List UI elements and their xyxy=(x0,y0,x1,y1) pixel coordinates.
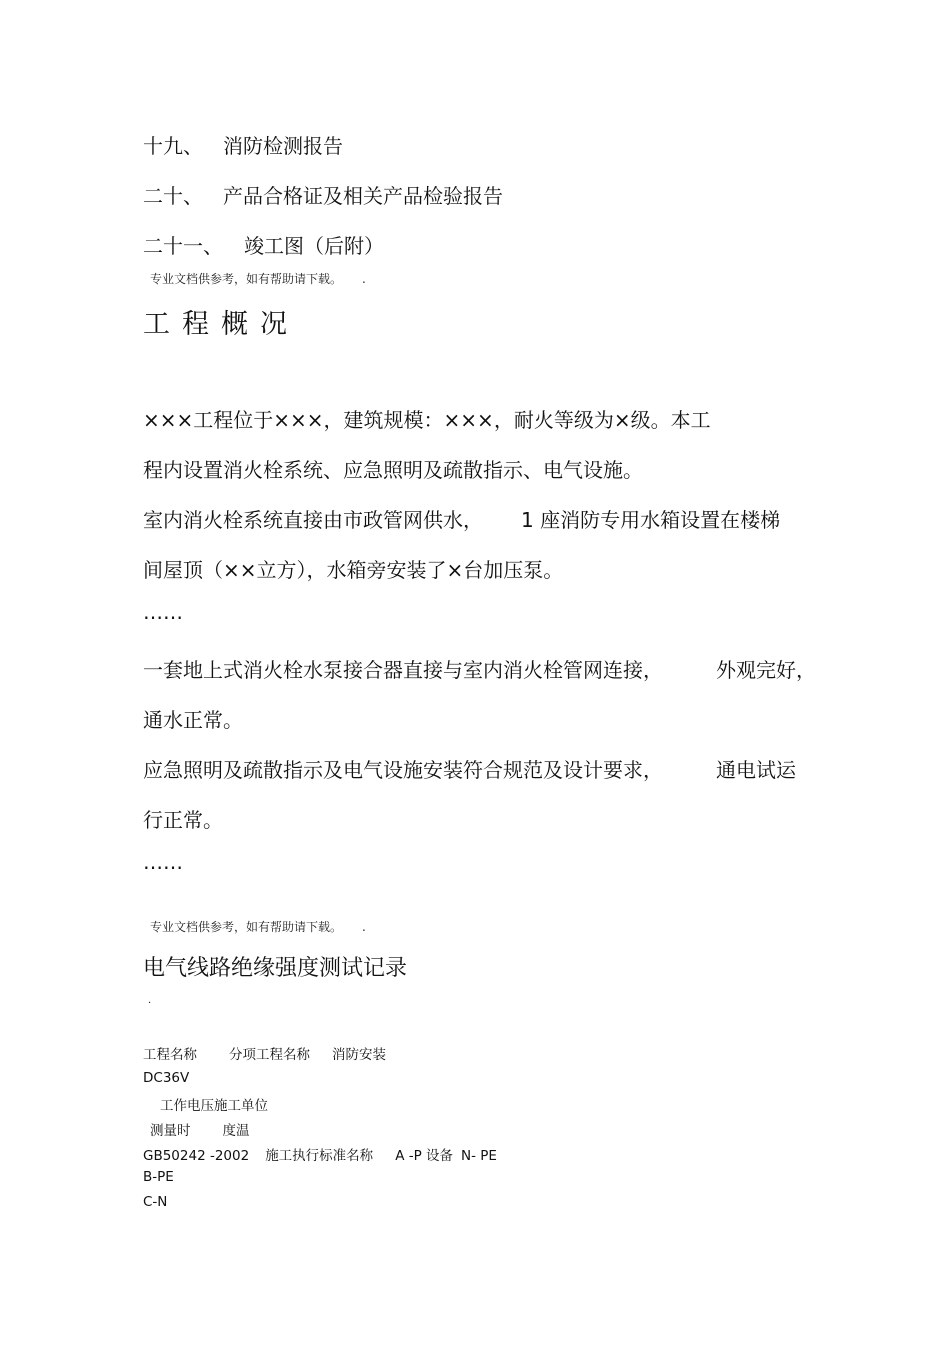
note-text: 专业文档供参考，如有帮助请下载。 xyxy=(150,272,343,286)
paragraph-line: ×××工程位于×××，建筑规模：×××，耐火等级为×级。本工 xyxy=(143,408,711,432)
note-dot: . xyxy=(362,920,366,934)
note-text: 专业文档供参考，如有帮助请下载。 xyxy=(150,920,343,934)
toc-item-21 xyxy=(143,230,384,259)
cell-value: GB50242 -2002 xyxy=(143,1148,250,1164)
toc-item-19 xyxy=(143,130,343,159)
section-heading: 工程概况 xyxy=(143,309,299,340)
table-row xyxy=(143,1043,386,1063)
cell-label: 测量时 xyxy=(150,1123,191,1139)
cell-label: 分项工程名称 xyxy=(229,1047,310,1063)
paragraph-line: 应急照明及疏散指示及电气设施安装符合规范及设计要求， xyxy=(143,758,663,782)
cell-label: N- PE xyxy=(461,1148,497,1164)
cell-label: 工程名称 xyxy=(143,1047,197,1063)
stray-dot: · xyxy=(148,998,152,1009)
cell-label: A -P 设备 xyxy=(395,1148,454,1164)
paragraph-line: 通水正常。 xyxy=(143,708,243,732)
note-dot: . xyxy=(362,272,366,286)
cell-label: 度温 xyxy=(222,1123,250,1139)
cell-label: 施工执行标准名称 xyxy=(265,1148,374,1164)
table-row xyxy=(150,1119,250,1139)
toc-text: 消防检测报告 xyxy=(223,134,343,158)
paragraph-line: 外观完好， xyxy=(716,658,816,682)
paragraph-line: 通电试运 xyxy=(716,758,796,782)
table-row: DC36V xyxy=(143,1070,190,1086)
paragraph-line: 一套地上式消火栓水泵接合器直接与室内消火栓管网连接， xyxy=(143,658,663,682)
download-note xyxy=(150,918,366,935)
table-row: C-N xyxy=(143,1194,168,1210)
section-title: 电气线路绝缘强度测试记录 xyxy=(143,956,408,981)
paragraph-line: 1 座消防专用水箱设置在楼梯 xyxy=(521,508,781,532)
paragraph-line: 行正常。 xyxy=(143,808,223,832)
cell-value: 消防安装 xyxy=(332,1047,386,1063)
toc-text: 产品合格证及相关产品检验报告 xyxy=(223,184,503,208)
toc-number: 二十、 xyxy=(143,184,203,208)
toc-item-20 xyxy=(143,180,503,209)
paragraph-line: 室内消火栓系统直接由市政管网供水， xyxy=(143,508,483,532)
paragraph-line: 程内设置消火栓系统、应急照明及疏散指示、电气设施。 xyxy=(143,458,643,482)
toc-number: 十九、 xyxy=(143,134,203,158)
table-row: B-PE xyxy=(143,1169,174,1185)
table-row xyxy=(143,1144,497,1164)
toc-text: 竣工图（后附） xyxy=(244,234,384,258)
download-note xyxy=(150,270,366,287)
toc-number: 二十一、 xyxy=(143,234,223,258)
ellipsis: …… xyxy=(143,600,183,624)
ellipsis: …… xyxy=(143,850,183,874)
paragraph-line: 间屋顶（××立方），水箱旁安装了×台加压泵。 xyxy=(143,558,564,582)
table-row: 工作电压施工单位 xyxy=(160,1098,268,1114)
